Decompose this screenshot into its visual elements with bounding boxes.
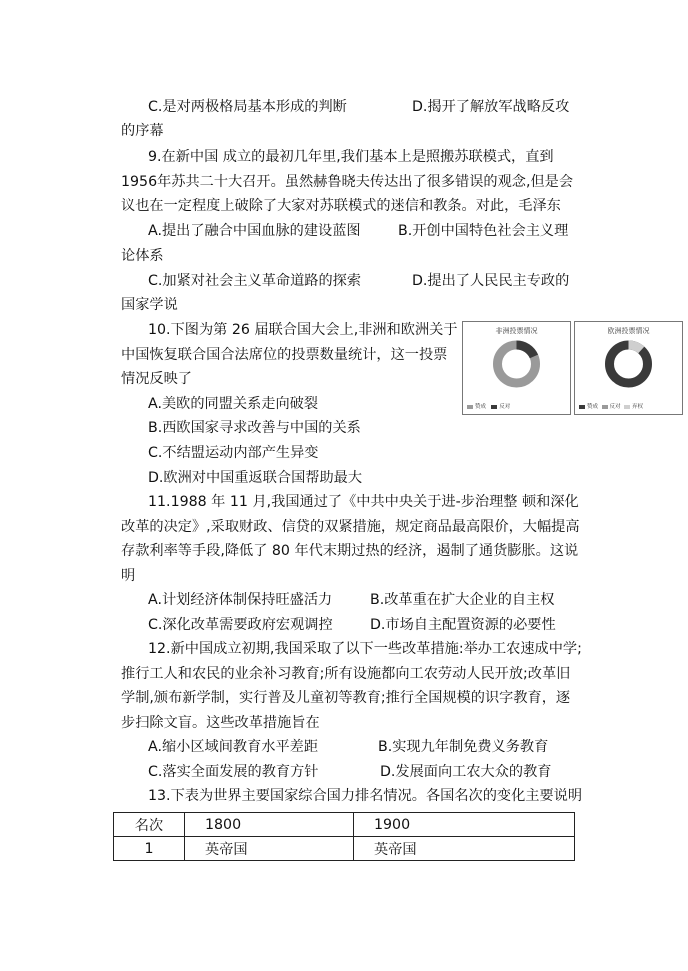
africa-vote-chart [462, 321, 571, 415]
table-header-cell: 1800 [185, 813, 354, 837]
q9-option-b-cont: 论体系 [121, 248, 164, 264]
q10-option-a: A.美欧的同盟关系走向破裂 [148, 396, 319, 412]
vote-charts [462, 321, 684, 415]
africa-chart-title: 非洲投票情况 [495, 327, 538, 335]
q11-stem-line: 存款利率等手段,降低了 80 年代末期过热的经济，遏制了通货膨胀。这说 [121, 543, 579, 559]
q12-option-row [148, 762, 668, 782]
q11-stem-line: 改革的决定》,采取财政、信贷的双紧措施，规定商品最高限价，大幅提高 [121, 519, 580, 535]
q12-stem-line: 推行工人和农民的业余补习教育;所有设施都向工农劳动人民开放;改革旧 [121, 666, 571, 682]
table-header-cell: 名次 [114, 813, 185, 837]
q9-option-b: B.开创中国特色社会主义理 [398, 223, 569, 239]
q9-option-d-cont: 国家学说 [121, 297, 178, 313]
q8-option-c: C.是对两极格局基本形成的判断 [148, 99, 347, 115]
legend-swatch [624, 405, 630, 409]
table-cell: 英帝国 [354, 837, 575, 861]
q11-option-a: A.计划经济体制保持旺盛活力 [148, 592, 333, 608]
q11-stem-line: 11.1988 年 11 月,我国通过了《中共中央关于进-步治理整 顿和深化 [148, 494, 579, 510]
q12-option-c: C.落实全面发展的教育方针 [148, 764, 319, 780]
ranking-table [113, 812, 575, 861]
legend-swatch [579, 405, 585, 409]
legend-label: 赞成 [587, 404, 599, 410]
q11-option-c: C.深化改革需要政府宏观调控 [148, 617, 333, 633]
q9-option-row [148, 271, 668, 291]
europe-donut [575, 336, 682, 396]
legend-label: 弃权 [632, 404, 644, 410]
q10-stem-line: 中国恢复联合国合法席位的投票数量统计，这一投票 [121, 347, 448, 363]
legend-swatch [491, 405, 497, 409]
q10-option-b: B.西欧国家寻求改善与中国的关系 [148, 420, 361, 436]
table-header-cell: 1900 [354, 813, 575, 837]
africa-donut [463, 336, 570, 396]
europe-legend [579, 402, 678, 410]
q8-option-d: D.揭开了解放军战略反攻 [412, 99, 570, 115]
q12-option-d: D.发展面向工农大众的教育 [380, 764, 552, 780]
q11-option-row [148, 590, 668, 610]
q11-stem-line: 明 [121, 568, 136, 584]
legend-label: 反对 [609, 404, 621, 410]
q10-option-c: C.不结盟运动内部产生异变 [148, 445, 319, 461]
q9-stem-line: 议也在一定程度上破除了大家对苏联模式的迷信和教条。对此，毛泽东 [121, 198, 561, 214]
q12-option-row [148, 737, 668, 757]
q12-option-a: A.缩小区域间教育水平差距 [148, 739, 319, 755]
q9-option-row [148, 221, 668, 241]
q9-option-d: D.提出了人民民主专政的 [412, 273, 570, 289]
q10-option-d: D.欧洲对中国重返联合国帮助最大 [148, 470, 363, 486]
q13-stem: 13.下表为世界主要国家综合国力排名情况。各国名次的变化主要说明 [148, 788, 583, 804]
q9-stem-line: 1956年苏共二十大召开。虽然赫鲁晓夫传达出了很多错误的观念,但是会 [121, 174, 574, 190]
q8-option-row [148, 97, 668, 117]
legend-label: 反对 [499, 404, 511, 410]
q12-stem-line: 12.新中国成立初期,我国采取了以下一些改革措施:举办工农速成中学; [148, 641, 582, 657]
q11-option-d: D.市场自主配置资源的必要性 [370, 617, 556, 633]
q10-stem-line: 10.下图为第 26 届联合国大会上,非洲和欧洲关于 [148, 322, 458, 338]
q12-stem-line: 步扫除文盲。这些改革措施旨在 [121, 715, 320, 731]
europe-donut-favor [610, 345, 648, 383]
legend-swatch [467, 405, 473, 409]
table-row [114, 837, 575, 861]
q9-stem-line: 9.在新中国 成立的最初几年里,我们基本上是照搬苏联模式，直到 [148, 149, 554, 165]
europe-vote-chart [574, 321, 683, 415]
table-cell: 1 [114, 837, 185, 861]
table-header-row [114, 813, 575, 837]
q8-option-d-cont: 的序幕 [121, 123, 164, 139]
q9-option-c: C.加紧对社会主义革命道路的探索 [148, 273, 362, 289]
q11-option-b: B.改革重在扩大企业的自主权 [370, 592, 555, 608]
q9-option-a: A.提出了融合中国血脉的建设蓝图 [148, 223, 361, 239]
legend-swatch [602, 405, 608, 409]
europe-chart-title: 欧洲投票情况 [607, 327, 650, 335]
legend-label: 赞成 [475, 404, 487, 410]
q10-stem-line: 情况反映了 [121, 371, 192, 387]
q11-option-row [148, 615, 668, 635]
q12-option-b: B.实现九年制免费义务教育 [378, 739, 549, 755]
q12-stem-line: 学制,颁布新学制，实行普及儿童初等教育;推行全国规模的识字教育，逐 [121, 690, 571, 706]
africa-legend [467, 402, 566, 410]
table-cell: 英帝国 [185, 837, 354, 861]
